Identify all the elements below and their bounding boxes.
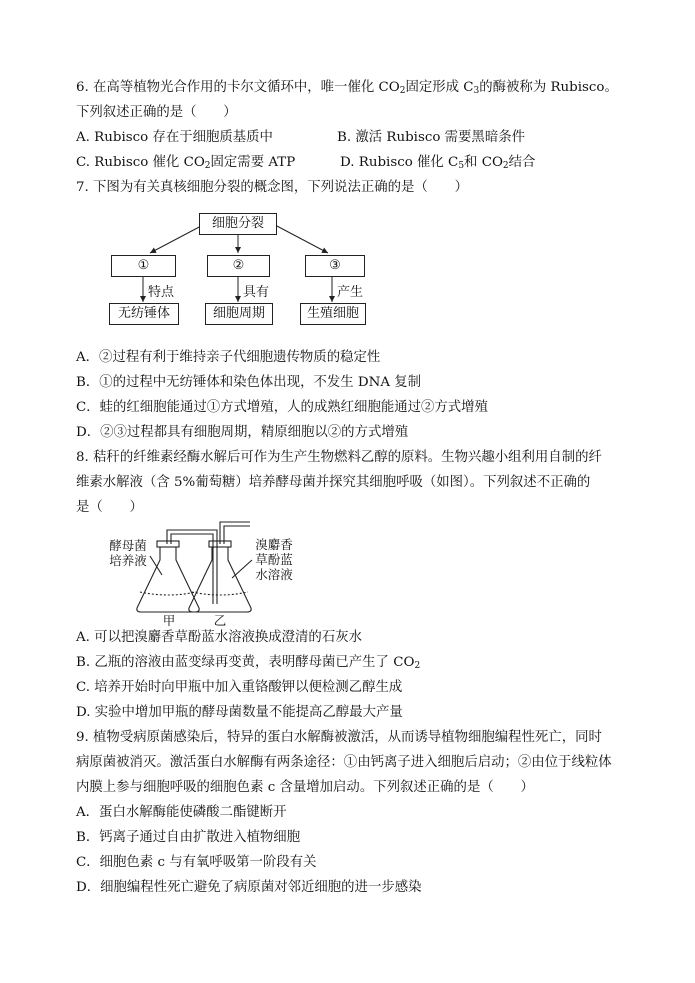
q9-stem-line1: 9. 植物受病原菌感染后，特异的蛋白水解酶被激活，从而诱导植物细胞编程性死亡，同时 bbox=[76, 730, 602, 745]
diagram-node-2: ② bbox=[207, 255, 270, 277]
bromothymol-blue-label: 溴麝香 草酚蓝 水溶液 bbox=[255, 537, 293, 582]
flask-yi-label: 乙 bbox=[213, 613, 227, 628]
diagram-leaf-3: 生殖细胞 bbox=[300, 303, 366, 325]
diagram-leaf-1: 无纺锤体 bbox=[109, 303, 179, 325]
q9-option-b: B．钙离子通过自由扩散进入植物细胞 bbox=[76, 830, 301, 845]
q8-stem-line1: 8. 秸秆的纤维素经酶水解后可作为生产生物燃料乙醇的原料。生物兴趣小组利用自制的纤 bbox=[76, 450, 602, 465]
q9-option-a: A．蛋白水解酶能使磷酸二酯键断开 bbox=[76, 805, 287, 820]
diagram-node-1: ① bbox=[111, 255, 176, 277]
q9-stem-line3: 内膜上参与细胞呼吸的细胞色素 c 含量增加启动。下列叙述正确的是（ ） bbox=[76, 780, 534, 795]
q7-option-d: D．②③过程都具有细胞周期，精原细胞以②的方式增殖 bbox=[76, 425, 409, 440]
q6-option-a: A. Rubisco 存在于细胞质基质中 bbox=[76, 130, 273, 145]
q8-stem-line2: 维素水解液（含 5%葡萄糖）培养酵母菌并探究其细胞呼吸（如图）。下列叙述不正确的 bbox=[76, 475, 591, 490]
diagram-edge-label-1: 特点 bbox=[148, 285, 175, 300]
q8-option-c: C. 培养开始时向甲瓶中加入重铬酸钾以便检测乙醇生成 bbox=[76, 680, 403, 695]
q9-stem-line2: 病原菌被消灭。激活蛋白水解酶有两条途径：①由钙离子进入细胞后启动；②由位于线粒体 bbox=[76, 755, 612, 770]
q8-stem-line3: 是（ ） bbox=[76, 500, 143, 515]
q8-option-a: A. 可以把溴麝香草酚蓝水溶液换成澄清的石灰水 bbox=[76, 630, 362, 645]
q7-option-c: C．蛙的红细胞能通过①方式增殖，人的成熟红细胞能通过②方式增殖 bbox=[76, 400, 488, 415]
q7-stem: 7. 下图为有关真核细胞分裂的概念图，下列说法正确的是（ ） bbox=[76, 180, 468, 195]
q6-stem-line2: 下列叙述正确的是（ ） bbox=[76, 105, 237, 120]
yeast-culture-label: 酵母菌 培养液 bbox=[109, 538, 147, 568]
q6-stem-line1: 6. 在高等植物光合作用的卡尔文循环中，唯一催化 $CO_2$固定形成 $C_3$的酶被称为 Rubisco。 bbox=[76, 80, 618, 96]
q9-option-c: C．细胞色素 c 与有氧呼吸第一阶段有关 bbox=[76, 855, 317, 870]
diagram-node-3: ③ bbox=[305, 255, 365, 277]
q7-option-a: A．②过程有利于维持亲子代细胞遗传物质的稳定性 bbox=[76, 350, 381, 365]
q6-option-c: C. Rubisco 催化 $CO_2$固定需要 ATP bbox=[76, 155, 296, 171]
flask-jia-label: 甲 bbox=[162, 613, 176, 628]
diagram-leaf-2: 细胞周期 bbox=[205, 303, 273, 325]
q6-option-b: B. 激活 Rubisco 需要黑暗条件 bbox=[337, 130, 525, 145]
q9-option-d: D．细胞编程性死亡避免了病原菌对邻近细胞的进一步感染 bbox=[76, 880, 422, 895]
q8-option-d: D. 实验中增加甲瓶的酵母菌数量不能提高乙醇最大产量 bbox=[76, 705, 403, 720]
q8-option-b: B. 乙瓶的溶液由蓝变绿再变黄，表明酵母菌已产生了 $CO_2$ bbox=[76, 655, 421, 671]
diagram-edge-label-2: 具有 bbox=[243, 285, 270, 300]
diagram-edge-label-3: 产生 bbox=[337, 285, 364, 300]
q6-option-d: D. Rubisco 催化 $C_5$和 $CO_2$结合 bbox=[340, 155, 536, 171]
diagram-root-box: 细胞分裂 bbox=[199, 213, 277, 235]
q7-option-b: B．①的过程中无纺锤体和染色体出现，不发生 DNA 复制 bbox=[76, 375, 422, 390]
